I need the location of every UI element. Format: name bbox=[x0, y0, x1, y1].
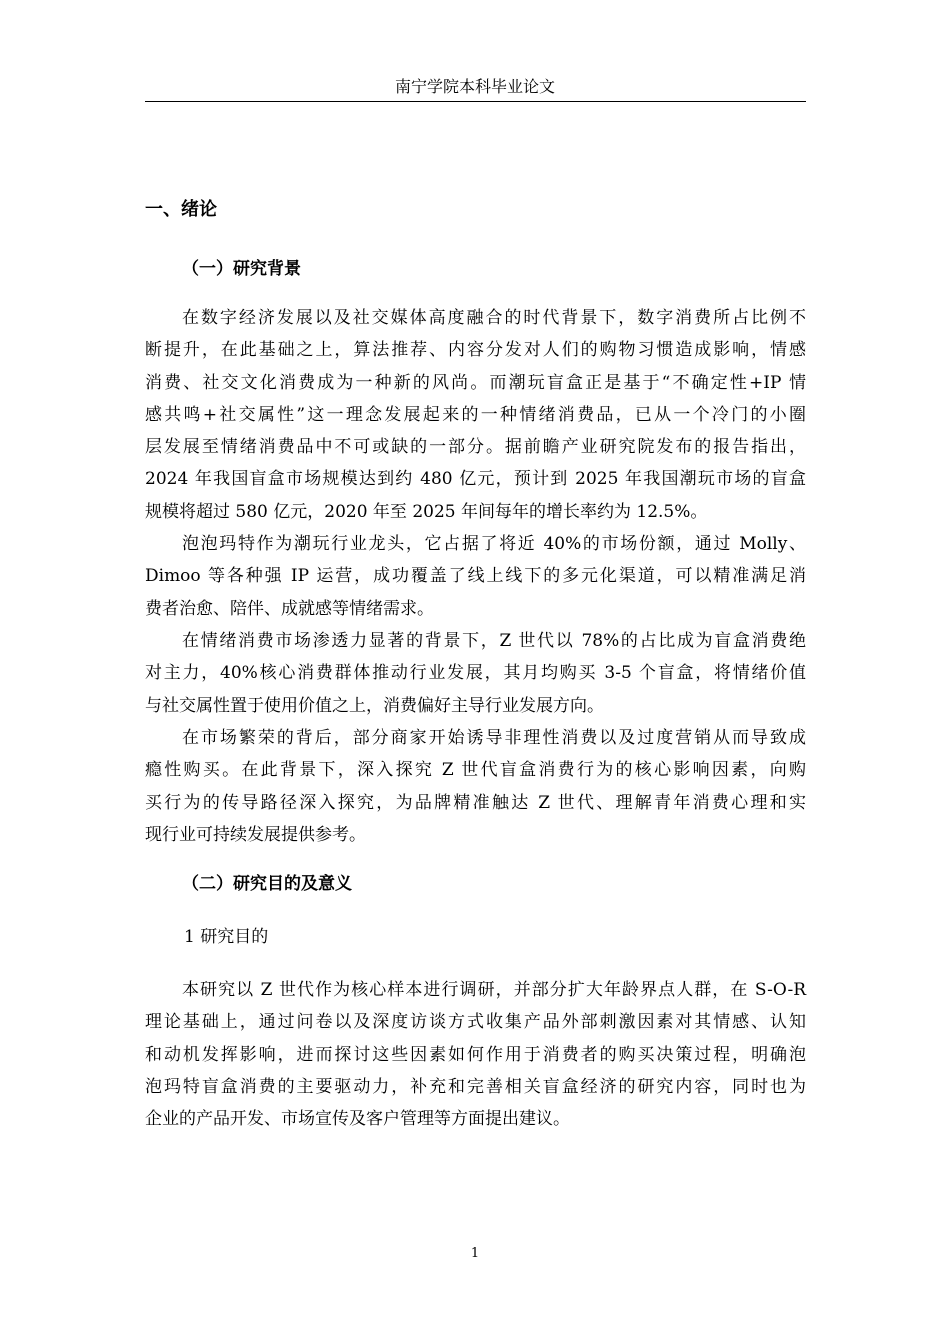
paragraph-line: 2024 年我国盲盒市场规模达到约 480 亿元，预计到 2025 年我国潮玩市场的盲盒 bbox=[145, 469, 806, 490]
paragraph-line: 企业的产品开发、市场宣传及客户管理等方面提出建议。 bbox=[145, 1109, 570, 1130]
header-rule bbox=[145, 101, 806, 102]
paragraph-line: 对主力，40%核心消费群体推动行业发展，其月均购买 3-5 个盲盒，将情绪价值 bbox=[145, 663, 806, 684]
paragraph-line: 在市场繁荣的背后，部分商家开始诱导非理性消费以及过度营销从而导致成 bbox=[182, 728, 806, 748]
paragraph-line: 现行业可持续发展提供参考。 bbox=[145, 824, 366, 845]
paragraph-line: 和动机发挥影响，进而探讨这些因素如何作用于消费者的购买决策过程，明确泡 bbox=[145, 1044, 806, 1065]
section-heading-purpose: （二）研究目的及意义 bbox=[182, 874, 352, 894]
paragraph-line: 泡玛特盲盒消费的主要驱动力，补充和完善相关盲盒经济的研究内容，同时也为 bbox=[145, 1076, 806, 1097]
paragraph-line: 消费、社交文化消费成为一种新的风尚。而潮玩盲盒正是基于“不确定性+IP 情 bbox=[145, 372, 806, 393]
chapter-heading: 一、绪论 bbox=[145, 199, 217, 220]
paragraph-line: 买行为的传导路径深入探究，为品牌精准触达 Z 世代、理解青年消费心理和实 bbox=[145, 792, 806, 813]
paragraph-line: 本研究以 Z 世代作为核心样本进行调研，并部分扩大年龄界点人群，在 S-O-R bbox=[182, 980, 806, 1000]
paragraph-2 bbox=[145, 528, 806, 625]
section-heading-background: （一）研究背景 bbox=[182, 259, 301, 279]
paragraph-line: 规模将超过 580 亿元，2020 年至 2025 年间每年的增长率约为 12.5%。 bbox=[145, 501, 708, 522]
paragraph-line: 在情绪消费市场渗透力显著的背景下，Z 世代以 78%的占比成为盲盒消费绝 bbox=[182, 631, 806, 651]
page-number: 1 bbox=[470, 1246, 480, 1261]
subsection-heading-purpose: 1 研究目的 bbox=[184, 927, 269, 947]
paragraph-5 bbox=[145, 974, 806, 1135]
paragraph-line: 费者治愈、陪伴、成就感等情绪需求。 bbox=[145, 598, 434, 619]
paragraph-line: 泡泡玛特作为潮玩行业龙头，它占据了将近 40%的市场份额，通过 Molly、 bbox=[182, 534, 806, 554]
paragraph-line: 在数字经济发展以及社交媒体高度融合的时代背景下，数字消费所占比例不 bbox=[182, 308, 806, 328]
paragraph-line: 断提升，在此基础之上，算法推荐、内容分发对人们的购物习惯造成影响，情感 bbox=[145, 340, 806, 361]
paragraph-line: 瘾性购买。在此背景下，深入探究 Z 世代盲盒消费行为的核心影响因素，向购 bbox=[145, 760, 806, 781]
paragraph-4 bbox=[145, 722, 806, 851]
paragraph-line: 感共鸣+社交属性”这一理念发展起来的一种情绪消费品，已从一个冷门的小圈 bbox=[145, 404, 806, 425]
paragraph-3 bbox=[145, 625, 806, 722]
running-header: 南宁学院本科毕业论文 bbox=[394, 77, 555, 96]
paragraph-line: 层发展至情绪消费品中不可或缺的一部分。据前瞻产业研究院发布的报告指出， bbox=[145, 437, 806, 458]
paragraph-line: 理论基础上，通过问卷以及深度访谈方式收集产品外部刺激因素对其情感、认知 bbox=[145, 1012, 806, 1033]
paragraph-line: 与社交属性置于使用价值之上，消费偏好主导行业发展方向。 bbox=[145, 695, 604, 716]
paragraph-line: Dimoo 等各种强 IP 运营，成功覆盖了线上线下的多元化渠道，可以精准满足消 bbox=[145, 566, 806, 587]
paragraph-1 bbox=[145, 302, 806, 528]
